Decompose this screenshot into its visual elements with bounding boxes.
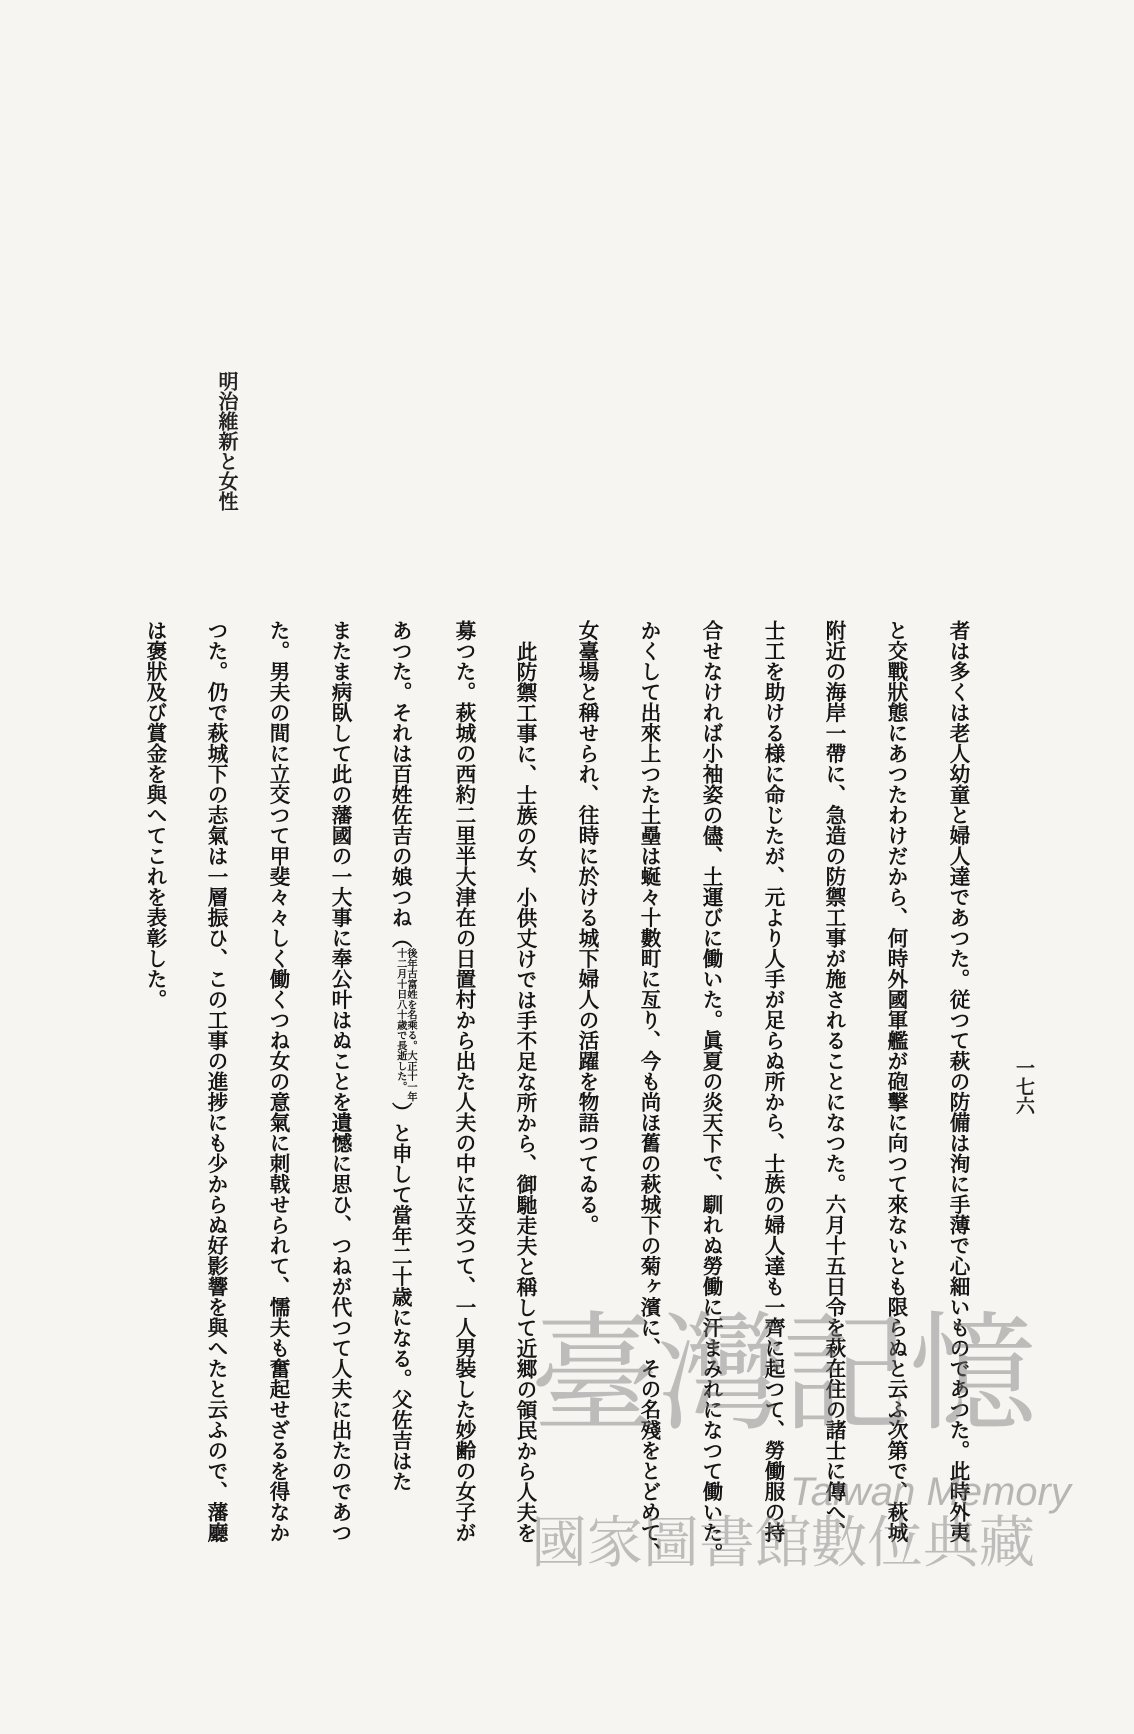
watermark-subtitle: Taiwan Memory xyxy=(790,1470,1071,1514)
body-column-7: 女臺場と稱せられ、往時に於ける城下婦人の活躍を物語つてゐる。 xyxy=(575,620,599,1235)
column-text-after-note: と申して當年二十歳になる。父佐吉はた xyxy=(388,1122,413,1492)
body-column-2: と交戰狀態にあつたわけだから、何時外國軍艦が砲擊に向つて來ないとも限らぬと云ふ次第で、萩城 xyxy=(884,620,908,1543)
body-column-12: た。男夫の間に立交つて甲斐々々しく働くつね女の意氣に刺戟せられて、懦夫も奮起せざるを得なか xyxy=(266,620,290,1543)
column-text-before-note: あつた。それは百姓佐吉の娘つね xyxy=(388,620,413,928)
body-column-13: つた。仍で萩城下の志氣は一層振ひ、この工事の進捗にも少からぬ好影響を與へたと云ふので、藩廳 xyxy=(204,620,228,1543)
body-column-14: は褒狀及び賞金を與へてこれを表彰した。 xyxy=(143,620,167,1010)
body-column-3: 附近の海岸一帶に、急造の防禦工事が施されることになつた。六月十五日令を萩在住の諸士に傳へ、 xyxy=(822,620,846,1543)
inline-annotation xyxy=(396,948,417,1102)
body-column-1: 者は多くは老人幼童と婦人達であつた。従つて萩の防備は洵に手薄で心細いものであつた。此時外夷 xyxy=(946,620,970,1543)
body-column-4: 士工を助ける様に命じたが、元より人手が足らぬ所から、士族の婦人達も一齊に起つて、勞働服の持 xyxy=(761,620,785,1543)
watermark-organization: 國家圖書館數位典藏 xyxy=(531,1511,1035,1576)
body-column-11: またま病臥して此の藩國の一大事に奉公叶はぬことを遺憾に思ひ、つねが代つて人夫に出たのであつ xyxy=(328,620,352,1543)
running-header: 明治維新と女性 xyxy=(215,371,239,511)
page-number: 一七六 xyxy=(1013,1058,1035,1115)
note-open-bracket: （ xyxy=(388,927,413,948)
annotation-line-2: 十二月十日八十歳で長逝した。 xyxy=(394,948,407,1092)
body-column-9: 募つた。萩城の西約二里半大津在の日置村から出た人夫の中に立交つて、一人男裝した妙齢の女子が xyxy=(452,620,476,1543)
body-column-10 xyxy=(388,620,416,1580)
body-column-6: かくして出來上つた土壘は蜒々十數町に亙り、今も尚ほ舊の萩城下の菊ヶ濱に、その名殘をとどめて、 xyxy=(637,620,661,1563)
body-column-8: 此防禦工事に、士族の女、小供丈けでは手不足な所から、御馳走夫と稱して近郷の領民から人夫を xyxy=(513,640,537,1543)
annotation-line-1: 後年古富姓を名乘る。大正十一年 xyxy=(405,948,417,1102)
note-close-bracket: ） xyxy=(388,1101,413,1123)
watermark-title: 臺灣記憶 xyxy=(531,1300,1036,1449)
body-column-5: 合せなければ小袖姿の儘、土運びに働いた。眞夏の炎天下で、馴れぬ勞働に汗まみれになつて働いた。 xyxy=(699,620,723,1563)
